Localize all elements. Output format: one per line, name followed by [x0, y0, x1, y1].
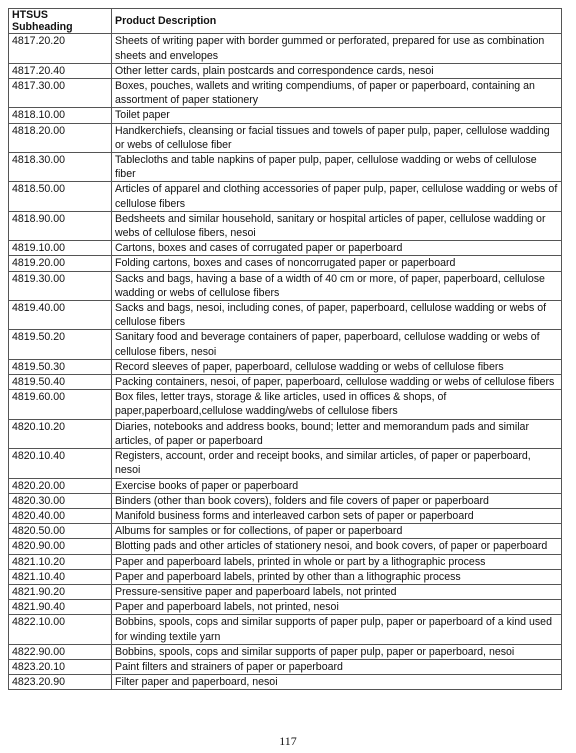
product-description-cell: Packing containers, nesoi, of paper, paperboard, cellulose wadding or webs of cellulose fibers [112, 375, 562, 390]
table-row [9, 375, 562, 390]
htsus-code-cell: 4819.40.00 [9, 301, 112, 330]
htsus-code-cell: 4820.10.20 [9, 419, 112, 448]
product-description-cell: Paper and paperboard labels, printed in whole or part by a lithographic process [112, 554, 562, 569]
htsus-code-cell: 4820.20.00 [9, 478, 112, 493]
htsus-code-cell: 4821.90.20 [9, 584, 112, 599]
table-row [9, 569, 562, 584]
product-description-cell: Paper and paperboard labels, not printed, nesoi [112, 600, 562, 615]
htsus-code-cell: 4818.90.00 [9, 211, 112, 240]
product-description-cell: Paint filters and strainers of paper or paperboard [112, 659, 562, 674]
htsus-code-cell: 4818.10.00 [9, 108, 112, 123]
table-row [9, 554, 562, 569]
header-htsus-subheading [9, 9, 112, 34]
product-description-cell: Sacks and bags, nesoi, including cones, of paper, paperboard, cellulose wadding or webs of cellulose fibers [112, 301, 562, 330]
htsus-code-cell: 4819.50.40 [9, 375, 112, 390]
table-row [9, 108, 562, 123]
product-description-cell: Bobbins, spools, cops and similar supports of paper pulp, paper or paperboard of a kind used for winding textile yarn [112, 615, 562, 644]
product-description-cell: Handkerchiefs, cleansing or facial tissues and towels of paper pulp, paper, cellulose wadding or webs of cellulose fiber [112, 123, 562, 152]
product-description-cell: Albums for samples or for collections, of paper or paperboard [112, 524, 562, 539]
htsus-code-cell: 4819.50.20 [9, 330, 112, 359]
product-description-cell: Pressure-sensitive paper and paperboard labels, not printed [112, 584, 562, 599]
product-description-cell: Binders (other than book covers), folders and file covers of paper or paperboard [112, 493, 562, 508]
table-row [9, 241, 562, 256]
htsus-code-cell: 4818.50.00 [9, 182, 112, 211]
product-description-cell: Exercise books of paper or paperboard [112, 478, 562, 493]
page-number: 117 [279, 734, 297, 748]
htsus-code-cell: 4820.90.00 [9, 539, 112, 554]
table-row [9, 539, 562, 554]
table-row [9, 79, 562, 108]
product-description-cell: Folding cartons, boxes and cases of noncorrugated paper or paperboard [112, 256, 562, 271]
htsus-code-cell: 4819.30.00 [9, 271, 112, 300]
table-row [9, 359, 562, 374]
table-row [9, 644, 562, 659]
table-row [9, 271, 562, 300]
product-description-cell: Bedsheets and similar household, sanitary or hospital articles of paper, cellulose wadding or webs of cellulose fibers, nesoi [112, 211, 562, 240]
table-header-row [9, 9, 562, 34]
product-description-cell: Record sleeves of paper, paperboard, cellulose wadding or webs of cellulose fibers [112, 359, 562, 374]
table-row [9, 390, 562, 419]
htsus-code-cell: 4823.20.10 [9, 659, 112, 674]
htsus-code-cell: 4819.20.00 [9, 256, 112, 271]
table-row [9, 615, 562, 644]
htsus-code-cell: 4822.10.00 [9, 615, 112, 644]
htsus-code-cell: 4823.20.90 [9, 675, 112, 690]
htsus-code-cell: 4821.10.40 [9, 569, 112, 584]
table-row [9, 182, 562, 211]
htsus-code-cell: 4820.40.00 [9, 508, 112, 523]
table-row [9, 584, 562, 599]
product-description-cell: Sanitary food and beverage containers of paper, paperboard, cellulose wadding or webs of cellulose fibers, nesoi [112, 330, 562, 359]
table-row [9, 256, 562, 271]
htsus-code-cell: 4819.60.00 [9, 390, 112, 419]
htsus-code-cell: 4820.30.00 [9, 493, 112, 508]
product-description-cell: Filter paper and paperboard, nesoi [112, 675, 562, 690]
product-description-cell: Diaries, notebooks and address books, bound; letter and memorandum pads and similar articles, of paper or paperboard [112, 419, 562, 448]
htsus-code-cell: 4819.10.00 [9, 241, 112, 256]
product-description-cell: Toilet paper [112, 108, 562, 123]
product-description-cell: Blotting pads and other articles of stationery nesoi, and book covers, of paper or paperboard [112, 539, 562, 554]
htsus-code-cell: 4817.20.40 [9, 63, 112, 78]
htsus-code-cell: 4818.20.00 [9, 123, 112, 152]
htsus-code-cell: 4821.90.40 [9, 600, 112, 615]
product-description-cell: Cartons, boxes and cases of corrugated paper or paperboard [112, 241, 562, 256]
header-subheading-line: Subheading [12, 21, 73, 34]
htsus-code-cell: 4818.30.00 [9, 153, 112, 182]
product-description-cell: Sheets of writing paper with border gummed or perforated, prepared for use as combination sheets and envelopes [112, 34, 562, 63]
table-row [9, 524, 562, 539]
product-description-cell: Manifold business forms and interleaved carbon sets of paper or paperboard [112, 508, 562, 523]
table-row [9, 330, 562, 359]
htsus-code-cell: 4817.30.00 [9, 79, 112, 108]
product-description-cell: Paper and paperboard labels, printed by other than a lithographic process [112, 569, 562, 584]
product-description-cell: Box files, letter trays, storage & like articles, used in offices & shops, of paper,paperboard,cellulose wadding/webs of cellulose fibers [112, 390, 562, 419]
product-description-cell: Bobbins, spools, cops and similar supports of paper pulp, paper or paperboard, nesoi [112, 644, 562, 659]
htsus-code-cell: 4819.50.30 [9, 359, 112, 374]
htsus-code-cell: 4817.20.20 [9, 34, 112, 63]
table-row [9, 211, 562, 240]
table-row [9, 449, 562, 478]
table-row [9, 63, 562, 78]
product-description-cell: Tablecloths and table napkins of paper pulp, paper, cellulose wadding or webs of cellulose fiber [112, 153, 562, 182]
htsus-code-cell: 4822.90.00 [9, 644, 112, 659]
table-body [9, 34, 562, 690]
product-description-cell: Other letter cards, plain postcards and correspondence cards, nesoi [112, 63, 562, 78]
table-row [9, 600, 562, 615]
table-row [9, 301, 562, 330]
htsus-code-cell: 4821.10.20 [9, 554, 112, 569]
htsus-code-cell: 4820.10.40 [9, 449, 112, 478]
header-product-description: Product Description [112, 9, 562, 34]
product-description-cell: Articles of apparel and clothing accessories of paper pulp, paper, cellulose wadding or webs of cellulose fibers [112, 182, 562, 211]
table-row [9, 659, 562, 674]
header-htsus-line: HTSUS [12, 9, 48, 21]
table-row [9, 508, 562, 523]
table-row [9, 34, 562, 63]
product-description-cell: Sacks and bags, having a base of a width of 40 cm or more, of paper, paperboard, cellulose wadding or webs of cellulose fibers [112, 271, 562, 300]
table-row [9, 419, 562, 448]
table-row [9, 675, 562, 690]
table-row [9, 478, 562, 493]
table-row [9, 153, 562, 182]
product-description-cell: Boxes, pouches, wallets and writing compendiums, of paper or paperboard, containing an assortment of paper stationery [112, 79, 562, 108]
htsus-code-cell: 4820.50.00 [9, 524, 112, 539]
table-row [9, 493, 562, 508]
tariff-table [8, 8, 562, 690]
product-description-cell: Registers, account, order and receipt books, and similar articles, of paper or paperboard, nesoi [112, 449, 562, 478]
table-row [9, 123, 562, 152]
